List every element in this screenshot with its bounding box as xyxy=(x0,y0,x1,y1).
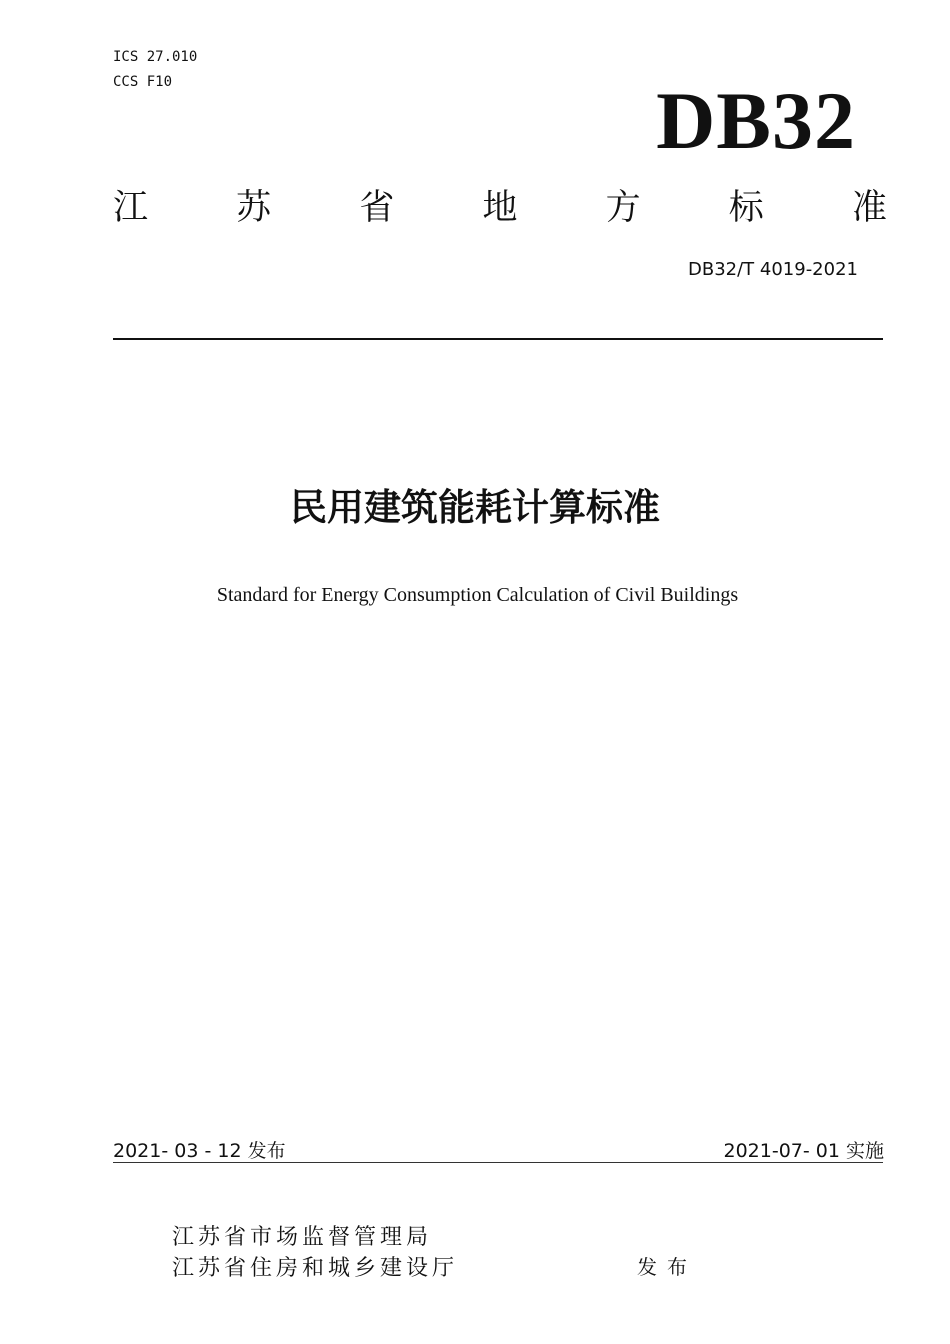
publisher-line: 江苏省住房和城乡建设厅 xyxy=(172,1256,459,1281)
header-char: 地 xyxy=(482,188,518,228)
header-char: 省 xyxy=(359,188,395,228)
standard-number: DB32/T 4019-2021 xyxy=(687,259,858,280)
title-english: Standard for Energy Consumption Calculation of Civil Buildings xyxy=(216,584,739,606)
ics-code: ICS 27.010 xyxy=(113,49,198,65)
bottom-divider xyxy=(113,1162,883,1163)
title-chinese: 民用建筑能耗计算标准 xyxy=(290,486,660,529)
implementation-date: 2021-07- 01 实施 xyxy=(723,1140,884,1162)
publish-label: 发布 xyxy=(637,1255,697,1279)
header-char: 方 xyxy=(605,188,641,228)
standard-category-header xyxy=(113,186,887,230)
header-char: 标 xyxy=(728,188,764,228)
top-divider xyxy=(113,338,883,340)
header-char: 苏 xyxy=(236,188,272,228)
publisher-line: 江苏省市场监督管理局 xyxy=(172,1225,433,1250)
standard-mark: DB32 xyxy=(656,75,856,166)
ccs-code: CCS F10 xyxy=(113,74,173,90)
header-char: 准 xyxy=(851,188,887,228)
issue-date: 2021- 03 - 12 发布 xyxy=(113,1140,286,1162)
header-char: 江 xyxy=(113,188,149,228)
